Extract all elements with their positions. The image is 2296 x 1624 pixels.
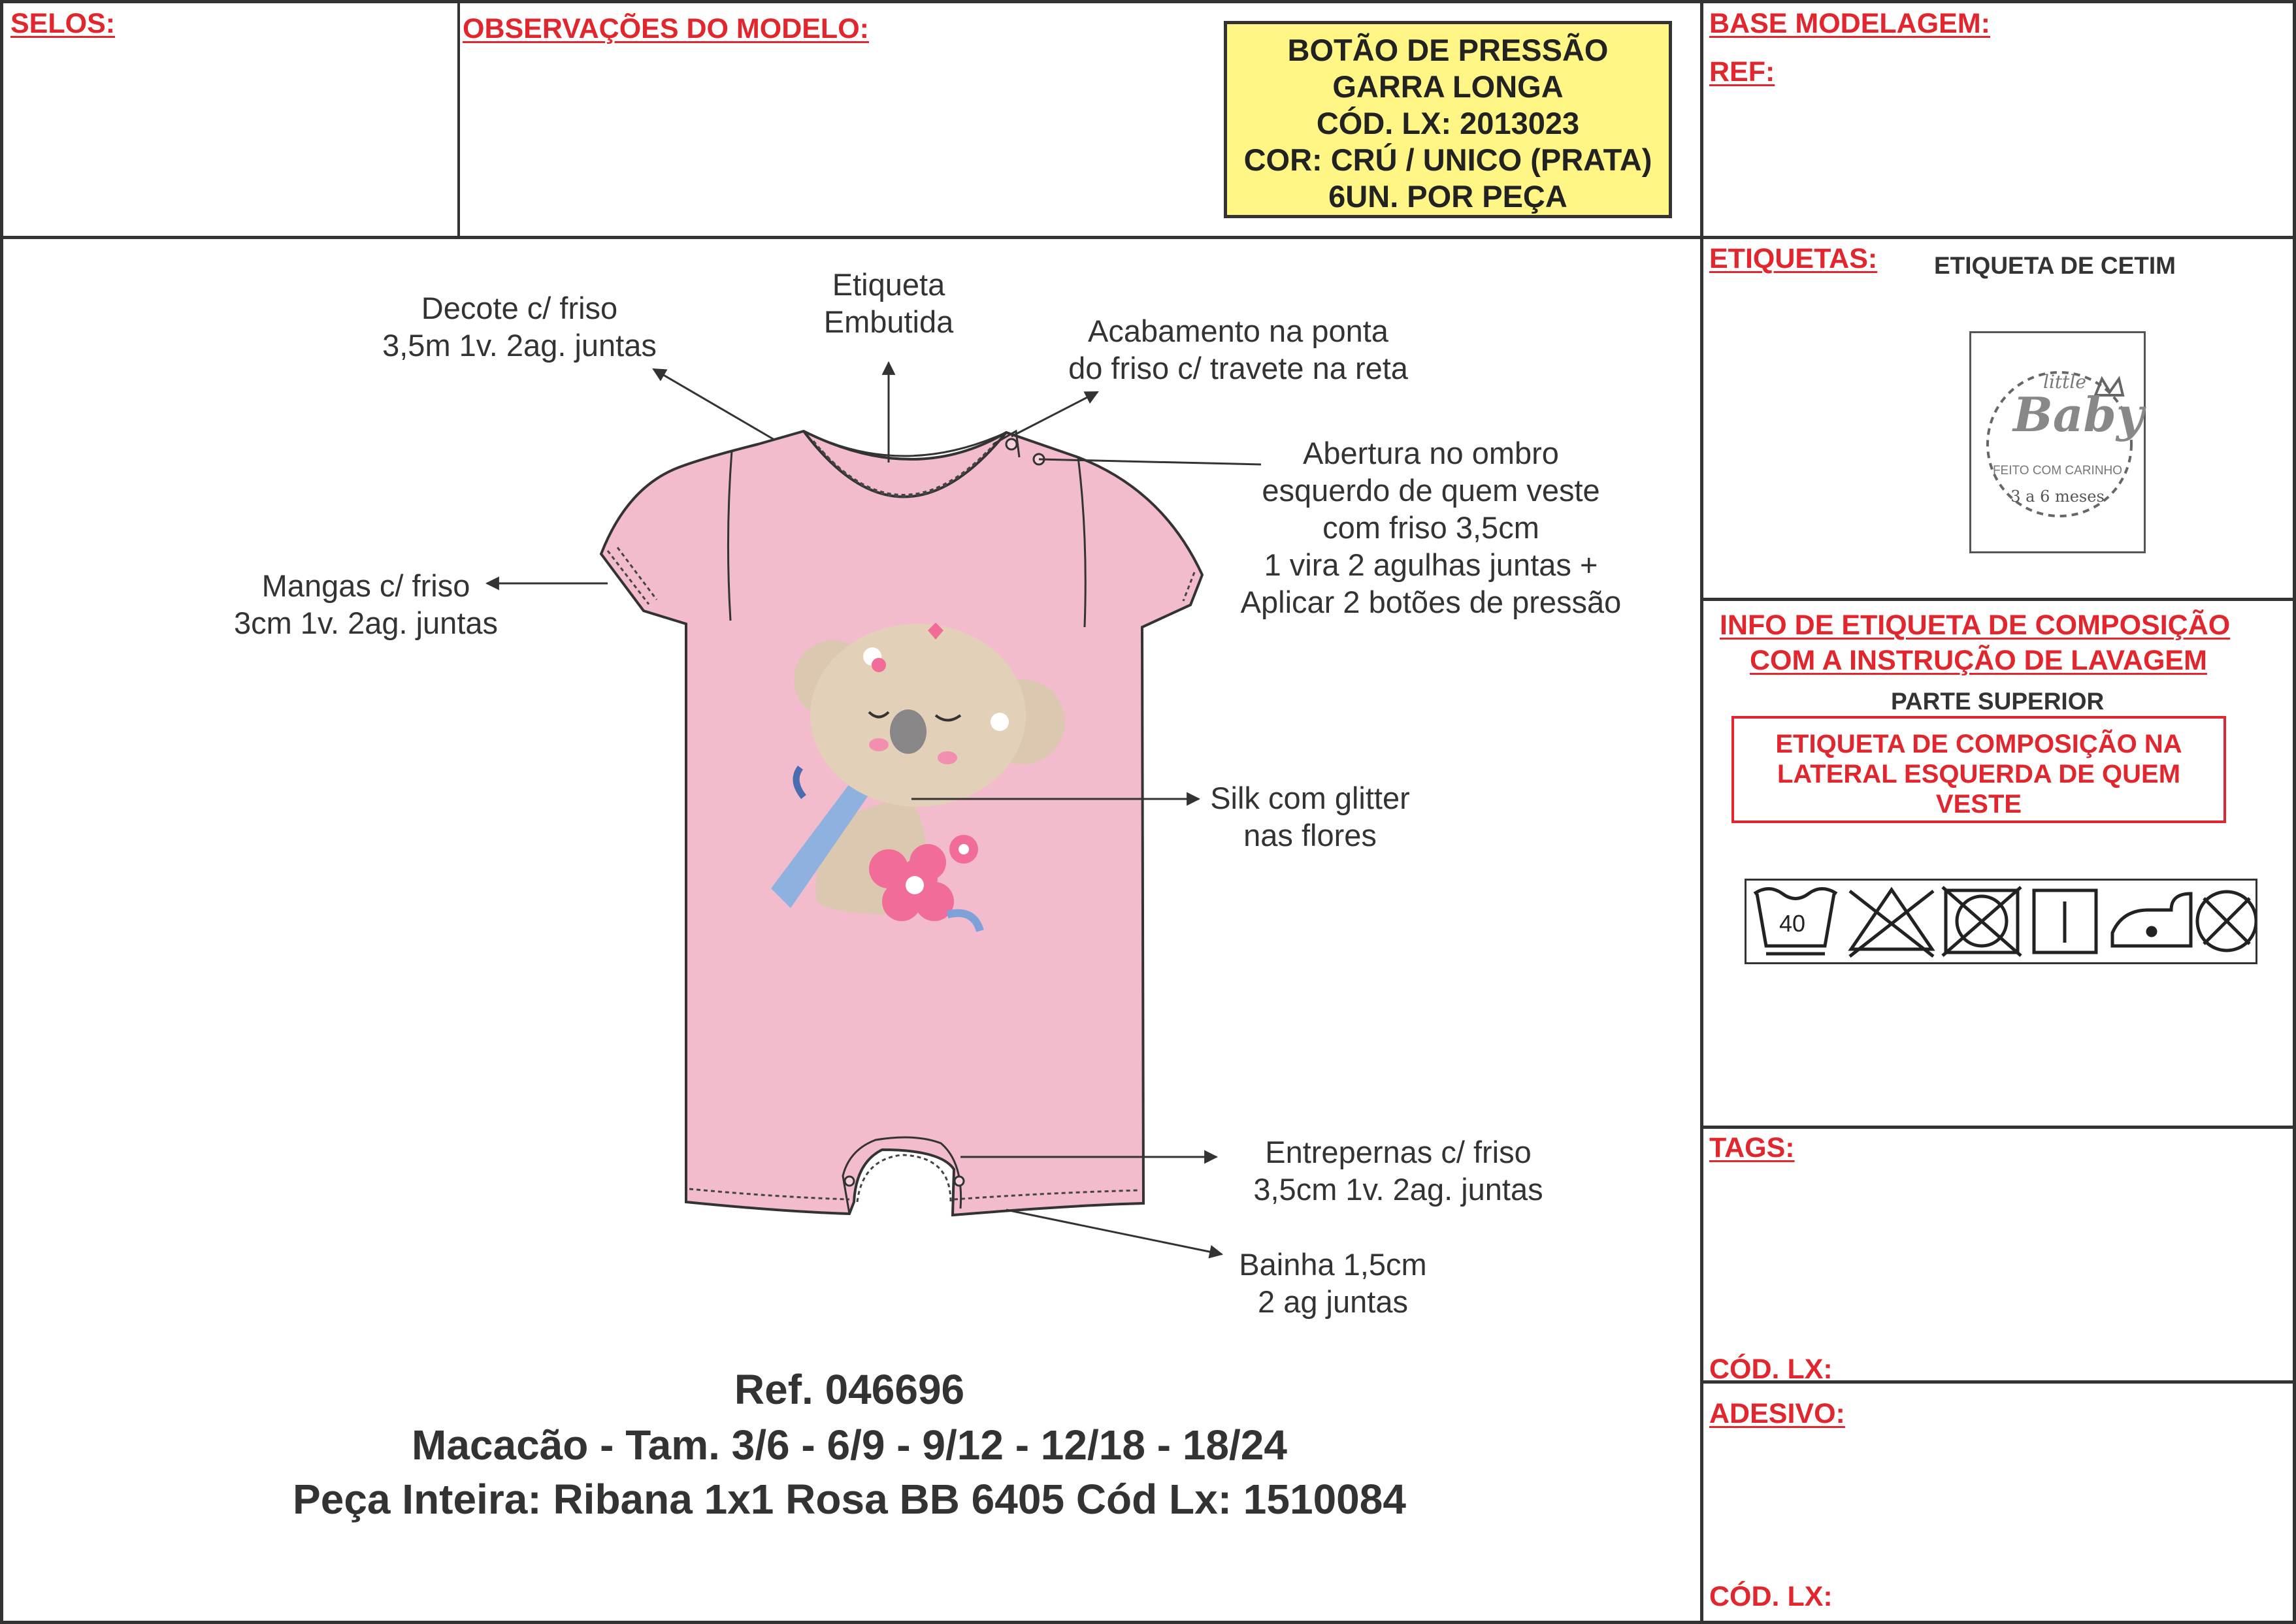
frame-top [0,0,2296,3]
callout-line: Embutida [823,304,954,339]
satin-label-tag [1969,331,2146,553]
button-info-line: BOTÃO DE PRESSÃO [1287,33,1609,67]
line-dry-icon [2034,890,2096,952]
callout-line: esquerdo de quem veste [1262,473,1600,508]
callout-acabamento [1039,312,1437,387]
callout-line: Decote c/ friso [421,291,618,325]
composicao-title-1: INFO DE ETIQUETA DE COMPOSIÇÃO [1720,609,2231,641]
button-info-line: CÓD. LX: 2013023 [1316,106,1580,140]
adesivo-label: ADESIVO: [1709,1398,1845,1429]
care-symbols-strip [1745,879,2257,964]
tag-brand: Baby [2013,387,2144,442]
callout-line: do friso c/ travete na reta [1068,351,1408,385]
callout-line: 3,5m 1v. 2ag. juntas [382,328,657,363]
tag-slogan: FEITO COM CARINHO [1992,464,2123,478]
callout-bainha [1222,1246,1444,1320]
callout-line: nas flores [1243,818,1377,853]
composicao-box-line: ETIQUETA DE COMPOSIÇÃO NA [1775,730,2182,758]
right-divider-2 [1701,598,2296,601]
composicao-box-line: VESTE [1935,790,2022,819]
callout-entrepernas [1228,1133,1568,1208]
callout-line: Silk com glitter [1210,781,1410,815]
no-bleach-icon [1850,890,1933,956]
callout-line: 3cm 1v. 2ag. juntas [233,606,499,640]
callout-line: Bainha 1,5cm [1239,1247,1427,1282]
tags-label: TAGS: [1709,1132,1795,1163]
callout-etiqueta [797,266,980,340]
button-info-line: 6UN. POR PEÇA [1328,179,1567,214]
etiqueta-type: ETIQUETA DE CETIM [1934,252,2176,279]
composicao-box [1731,716,2226,823]
observacoes-label: OBSERVAÇÕES DO MODELO: [463,13,869,44]
selos-label: SELOS: [10,8,116,39]
tag-brand-small: little [2043,371,2086,393]
right-divider-1 [1701,236,2296,239]
callout-line: 3,5cm 1v. 2ag. juntas [1253,1172,1543,1207]
callout-silk [1199,779,1421,854]
callout-abertura [1222,434,1640,621]
etiquetas-label: ETIQUETAS: [1709,243,1878,274]
no-dry-clean-icon [2197,892,2256,950]
iron-low-icon [2112,894,2191,946]
base-modelagem-label: BASE MODELAGEM: [1709,8,1990,39]
adesivo-cod-label: CÓD. LX: [1709,1581,1833,1612]
snap-button-info-box [1224,21,1672,218]
tags-cod-label: CÓD. LX: [1709,1354,1833,1385]
button-info-line: COR: CRÚ / UNICO (PRATA) [1243,142,1652,177]
no-tumble-dry-icon [1943,887,2021,956]
tag-emblem [1971,333,2144,551]
callout-line: Acabamento na ponta [1088,314,1388,348]
callout-line: Entrepernas c/ friso [1265,1135,1532,1169]
callout-line: Etiqueta [832,267,945,302]
callout-line: 2 ag juntas [1258,1284,1408,1319]
button-info-line: GARRA LONGA [1332,69,1564,104]
callout-line: Mangas c/ friso [261,568,470,603]
product-fabric: Peça Inteira: Ribana 1x1 Rosa BB 6405 Cód Lx: 1510084 [293,1476,1406,1523]
product-sizes: Macacão - Tam. 3/6 - 6/9 - 9/12 - 12/18 - 18/24 [412,1421,1287,1469]
composicao-part: PARTE SUPERIOR [1891,688,2105,715]
ref-label: REF: [1709,56,1775,88]
callout-line: Aplicar 2 botões de pressão [1240,585,1622,619]
wash-temp: 40 [1779,910,1806,937]
composicao-box-line: LATERAL ESQUERDA DE QUEM [1777,760,2181,788]
callout-line: 1 vira 2 agulhas juntas + [1264,547,1598,582]
frame-bottom [0,1621,2296,1624]
selos-divider [457,0,460,238]
product-ref: Ref. 046696 [734,1366,965,1413]
callout-line: com friso 3,5cm [1322,510,1539,545]
callout-line: Abertura no ombro [1303,436,1559,470]
right-divider-3 [1701,1126,2296,1129]
composicao-title-2: COM A INSTRUÇÃO DE LAVAGEM [1750,645,2207,676]
callout-decote [366,289,673,364]
tag-size: 3 a 6 meses [2010,487,2105,506]
callout-mangas [216,567,516,641]
